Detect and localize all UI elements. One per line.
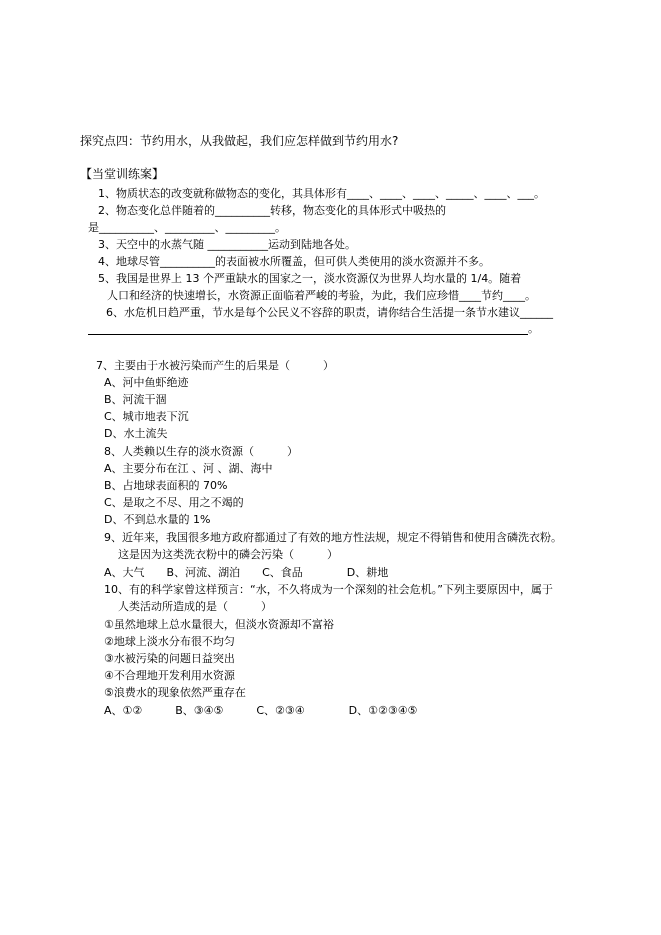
section-heading-4: 探究点四：节约用水，从我做起，我们应怎样做到节约用水?: [80, 134, 399, 148]
q8-option-b: B、占地球表面积的 70%: [104, 479, 228, 492]
q10-statement-1: ①虽然地球上总水量很大，但淡水资源却不富裕: [104, 618, 334, 631]
question-5-cont: 人口和经济的快速增长，水资源正面临着严峻的考验，为此，我们应珍惜____节约____。: [107, 289, 536, 302]
q7-option-a: A、河中鱼虾绝迹: [104, 376, 189, 389]
question-9-cont: 这是因为这类洗衣粉中的磷会污染（ ）: [118, 548, 338, 561]
q10-statement-4: ④不合理地开发利用水资源: [104, 669, 235, 682]
q10-options: A、①② B、③④⑤ C、②③④ D、①②③④⑤: [104, 704, 418, 717]
q10-statement-2: ②地球上淡水分布很不均匀: [104, 635, 235, 648]
q7-option-d: D、水土流失: [104, 427, 168, 440]
question-7: 7、主要由于水被污染而产生的后果是（ ）: [96, 359, 334, 372]
question-9: 9、近年来，我国很多地方政府都通过了有效的地方性法规，规定不得销售和使用含磷洗衣粉。: [104, 531, 562, 544]
q7-option-b: B、河流干涸: [104, 393, 167, 406]
question-8: 8、人类赖以生存的淡水资源（ ）: [104, 445, 298, 458]
q8-option-c: C、是取之不尽、用之不竭的: [104, 496, 244, 509]
question-5: 5、我国是世界上 13 个严重缺水的国家之一，淡水资源仅为世界人均水量的 1/4。随着: [98, 272, 522, 285]
q8-option-a: A、主要分布在江 、河 、湖、海中: [104, 462, 273, 475]
q7-option-c: C、城市地表下沉: [104, 410, 189, 423]
question-10: 10、有的科学家曾这样预言：“水，不久将成为一个深刻的社会危机。”下列主要原因中，属于: [104, 583, 553, 596]
answer-line: [88, 334, 528, 335]
q10-statement-3: ③水被污染的问题日益突出: [104, 652, 235, 665]
question-10-cont: 人类活动所造成的是（ ）: [118, 600, 272, 613]
question-4: 4、地球尽管__________的表面被水所覆盖，但可供人类使用的淡水资源并不多。: [98, 255, 490, 268]
question-2-cont: 是__________、_________、_________。: [88, 221, 286, 234]
question-3: 3、天空中的水蒸气随 ___________运动到陆地各处。: [98, 238, 356, 251]
q8-option-d: D、不到总水量的 1%: [104, 513, 211, 526]
question-6: 6、水危机日趋严重，节水是每个公民义不容辞的职责，请你结合生活提一条节水建议______: [106, 306, 553, 319]
question-1: 1、物质状态的改变就称做物态的变化，其具体形有____、____、____、_____、____、___。: [98, 187, 545, 200]
question-6-end: 。: [528, 322, 539, 335]
q10-statement-5: ⑤浪费水的现象依然严重存在: [104, 686, 246, 699]
section-title: 【当堂训练案】: [80, 167, 165, 181]
q9-options: A、大气 B、河流、湖泊 C、食品 D、耕地: [104, 566, 389, 579]
question-2: 2、物态变化总伴随着的__________转移，物态变化的具体形式中吸热的: [98, 204, 446, 217]
